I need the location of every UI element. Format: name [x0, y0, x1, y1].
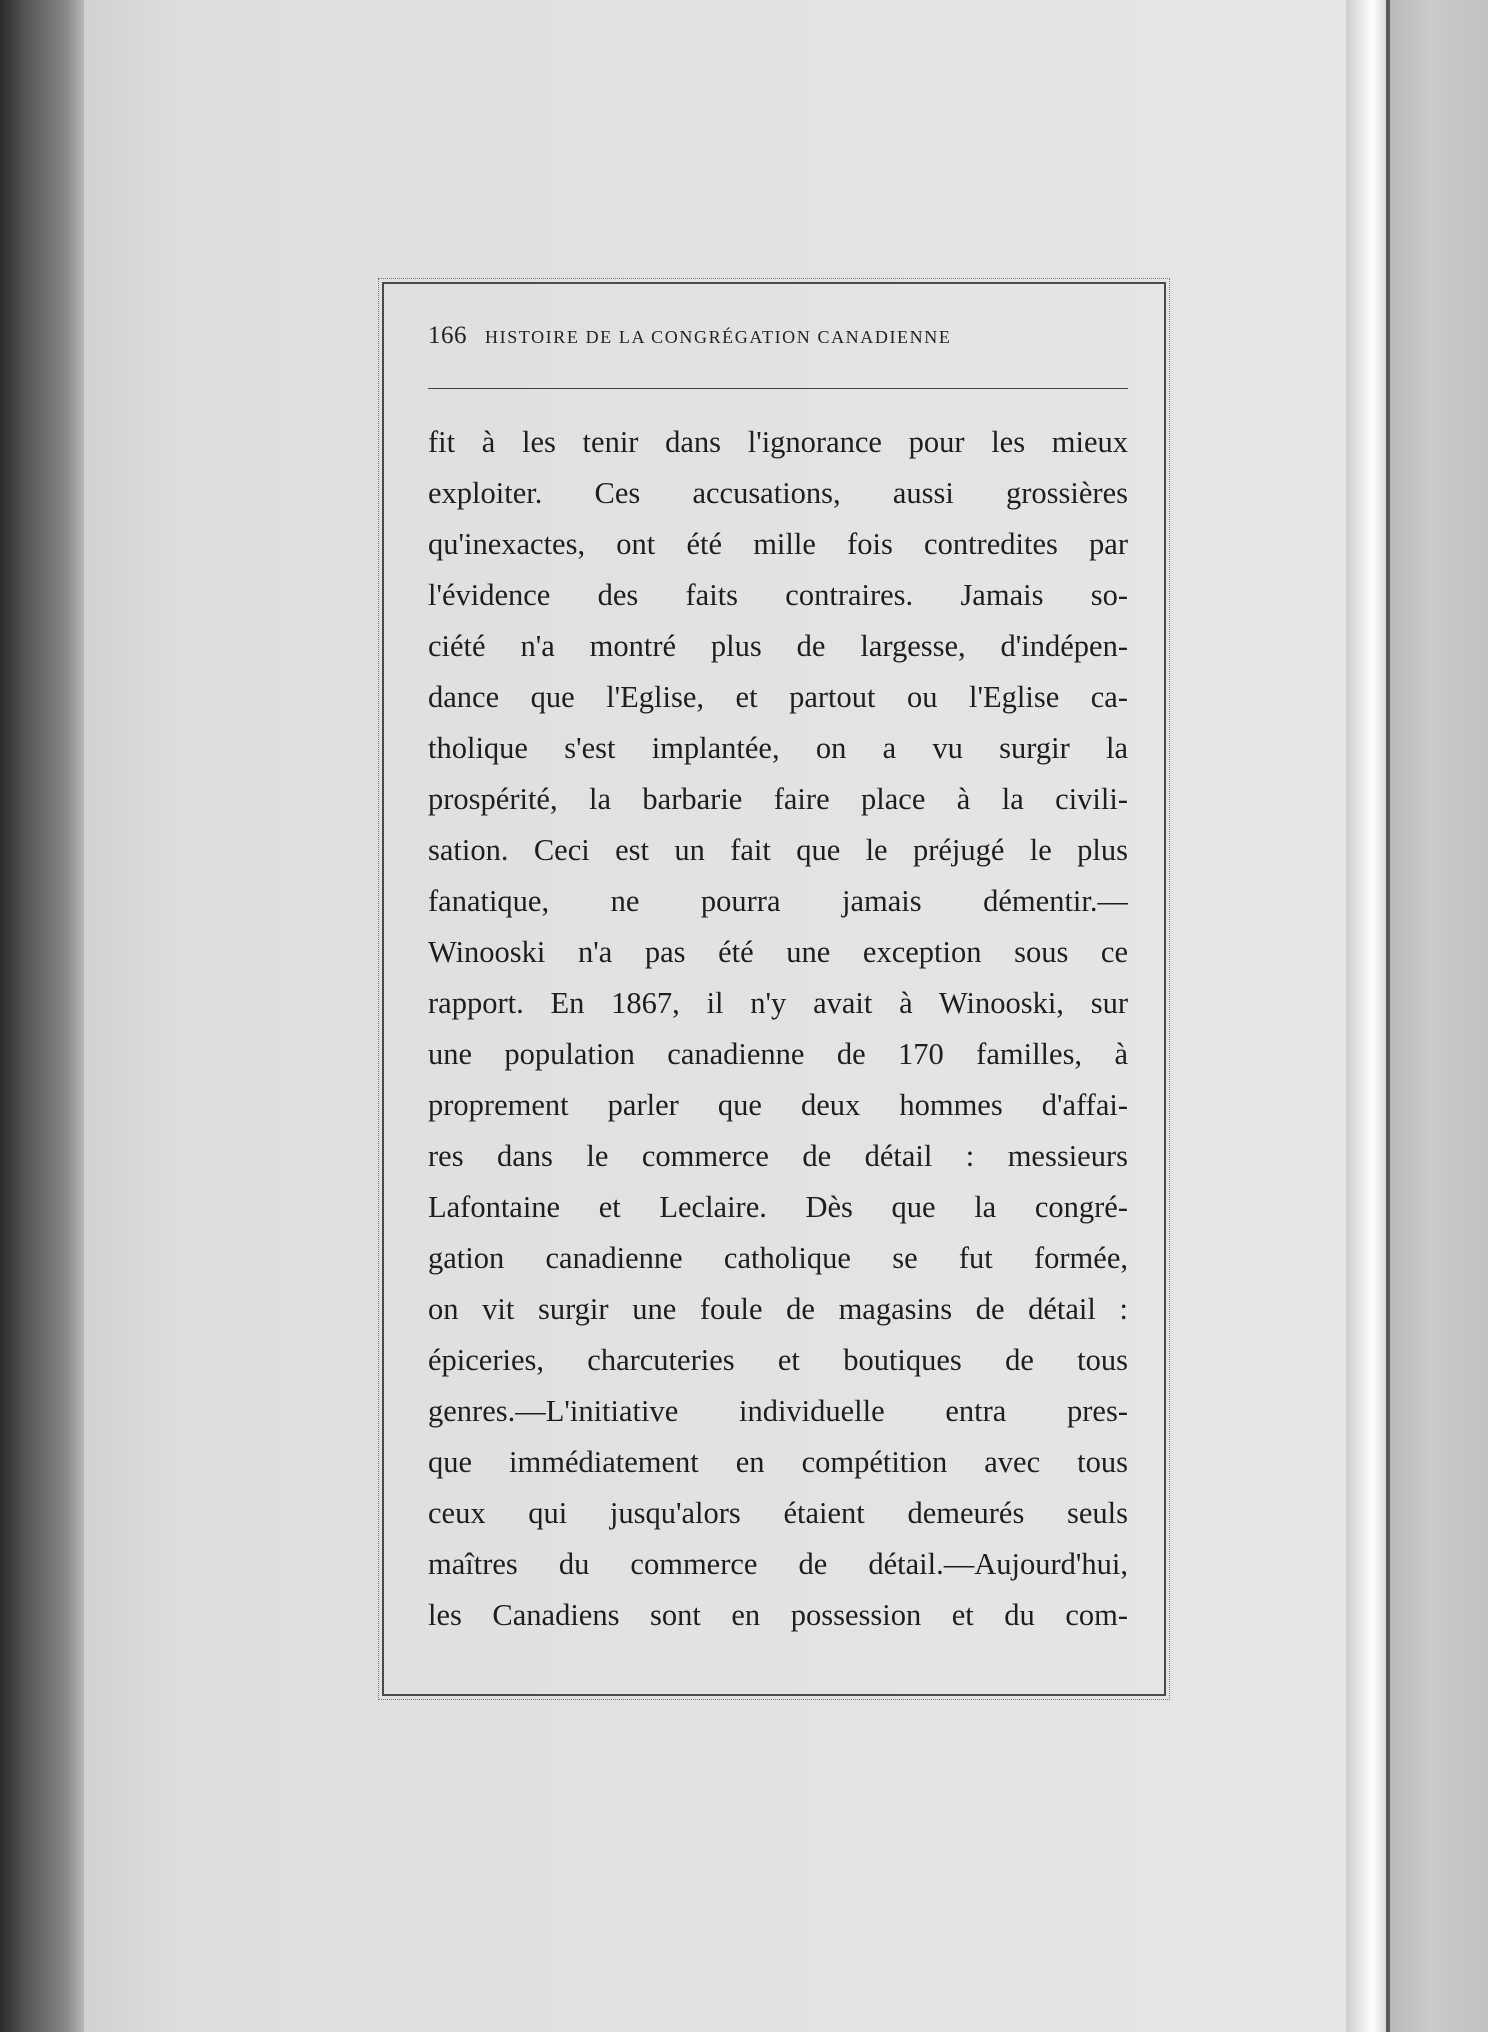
text-line: tholique s'est implantée, on a vu surgir la — [428, 731, 1128, 765]
text-line: ciété n'a montré plus de largesse, d'indépen- — [428, 629, 1128, 663]
text-line: on vit surgir une foule de magasins de détail : — [428, 1292, 1128, 1326]
text-line: res dans le commerce de détail : messieurs — [428, 1139, 1128, 1173]
text-line: rapport. En 1867, il n'y avait à Winooski, sur — [428, 986, 1128, 1020]
header-rule — [428, 388, 1128, 389]
text-line: maîtres du commerce de détail.—Aujourd'hui, — [428, 1547, 1128, 1581]
text-line: prospérité, la barbarie faire place à la civili- — [428, 782, 1128, 816]
text-line: l'évidence des faits contraires. Jamais so- — [428, 578, 1128, 612]
text-line: une population canadienne de 170 familles, à — [428, 1037, 1128, 1071]
text-line: gation canadienne catholique se fut formée, — [428, 1241, 1128, 1275]
text-line: épiceries, charcuteries et boutiques de tous — [428, 1343, 1128, 1377]
text-line: que immédiatement en compétition avec tous — [428, 1445, 1128, 1479]
body-text — [428, 417, 1128, 1641]
text-line: les Canadiens sont en possession et du com- — [428, 1598, 1128, 1632]
text-line: fanatique, ne pourra jamais démentir.— — [428, 884, 1128, 918]
text-line: sation. Ceci est un fait que le préjugé le plus — [428, 833, 1128, 867]
text-line: fit à les tenir dans l'ignorance pour les mieux — [428, 425, 1128, 459]
text-line: exploiter. Ces accusations, aussi grossières — [428, 476, 1128, 510]
text-line: qu'inexactes, ont été mille fois contredites par — [428, 527, 1128, 561]
text-line: dance que l'Eglise, et partout ou l'Eglise ca- — [428, 680, 1128, 714]
text-line: ceux qui jusqu'alors étaient demeurés seuls — [428, 1496, 1128, 1530]
next-page-edge — [1390, 0, 1488, 2032]
text-line: genres.—L'initiative individuelle entra pres- — [428, 1394, 1128, 1428]
book-edge-left — [0, 0, 84, 2032]
text-block — [428, 322, 1128, 1641]
text-frame — [382, 282, 1166, 1696]
book-binding — [1346, 0, 1390, 2032]
page-number: 166 — [428, 322, 467, 349]
text-line: Lafontaine et Leclaire. Dès que la congré- — [428, 1190, 1128, 1224]
running-head — [428, 322, 1128, 358]
text-line: Winooski n'a pas été une exception sous ce — [428, 935, 1128, 969]
running-title: HISTOIRE DE LA CONGRÉGATION CANADIENNE — [485, 327, 952, 347]
text-line: proprement parler que deux hommes d'affai- — [428, 1088, 1128, 1122]
